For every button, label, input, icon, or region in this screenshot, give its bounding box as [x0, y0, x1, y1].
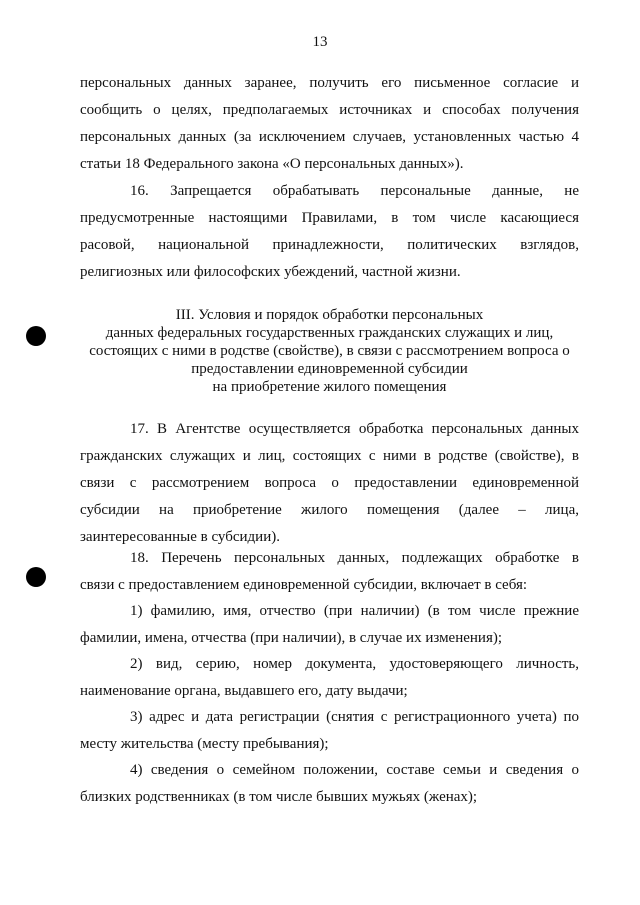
text-line: месту жительства (месту пребывания);	[80, 736, 329, 752]
paragraph-18	[80, 545, 579, 599]
text-line: 3) адрес и дата регистрации (снятия с регистрационного учета) по	[130, 709, 579, 725]
paragraph-17	[80, 416, 579, 551]
heading-line: состоящих с ними в родстве (свойстве), в связи с рассмотрением вопроса о	[89, 343, 570, 359]
text-line: связи с рассмотрением вопроса о предоставлении единовременной	[80, 475, 579, 491]
heading-line: на приобретение жилого помещения	[212, 379, 447, 395]
list-item-1	[80, 598, 579, 652]
paragraph-16	[80, 178, 579, 286]
text-line: 1) фамилию, имя, отчество (при наличии) (в том числе прежние	[130, 603, 579, 619]
text-line: наименование органа, выдавшего его, дату выдачи;	[80, 683, 408, 699]
punch-hole-bottom	[26, 567, 46, 587]
text-line: расовой, национальной принадлежности, политических взглядов,	[80, 237, 579, 253]
heading-line: предоставлении единовременной субсидии	[191, 361, 468, 377]
text-line: связи с предоставлением единовременной субсидии, включает в себя:	[80, 577, 528, 593]
punch-hole-top	[26, 326, 46, 346]
text-line: персональных данных (за исключением случаев, установленных частью 4	[80, 129, 579, 145]
text-line: сообщить о целях, предполагаемых источниках и способах получения	[80, 102, 579, 118]
text-line: 17. В Агентстве осуществляется обработка персональных данных	[130, 421, 579, 437]
heading-line: данных федеральных государственных гражданских служащих и лиц,	[105, 325, 554, 341]
list-item-2	[80, 651, 579, 705]
text-line: 16. Запрещается обрабатывать персональные данные, не	[130, 183, 579, 199]
list-item-3	[80, 704, 579, 758]
list-item-4	[80, 757, 579, 811]
page-number: 13	[312, 34, 328, 50]
text-line: близких родственниках (в том числе бывших мужьях (женах);	[80, 789, 478, 805]
paragraph-continuation	[80, 70, 579, 178]
section-heading	[80, 306, 579, 396]
text-line: статьи 18 Федерального закона «О персональных данных»).	[80, 156, 464, 172]
text-line: 4) сведения о семейном положении, составе семьи и сведения о	[130, 762, 579, 778]
text-line: персональных данных заранее, получить его письменное согласие и	[80, 75, 579, 91]
heading-line: III. Условия и порядок обработки персональных	[175, 307, 484, 323]
text-line: заинтересованные в субсидии).	[80, 529, 280, 545]
text-line: субсидии на приобретение жилого помещения (далее – лица,	[80, 502, 579, 518]
text-line: 2) вид, серию, номер документа, удостоверяющего личность,	[130, 656, 579, 672]
text-line: религиозных или философских убеждений, частной жизни.	[80, 264, 461, 280]
text-line: 18. Перечень персональных данных, подлежащих обработке в	[130, 550, 579, 566]
text-line: гражданских служащих и лиц, состоящих с ними в родстве (свойстве), в	[80, 448, 579, 464]
text-line: предусмотренные настоящими Правилами, в том числе касающиеся	[80, 210, 579, 226]
text-line: фамилии, имена, отчества (при наличии), в случае их изменения);	[80, 630, 503, 646]
